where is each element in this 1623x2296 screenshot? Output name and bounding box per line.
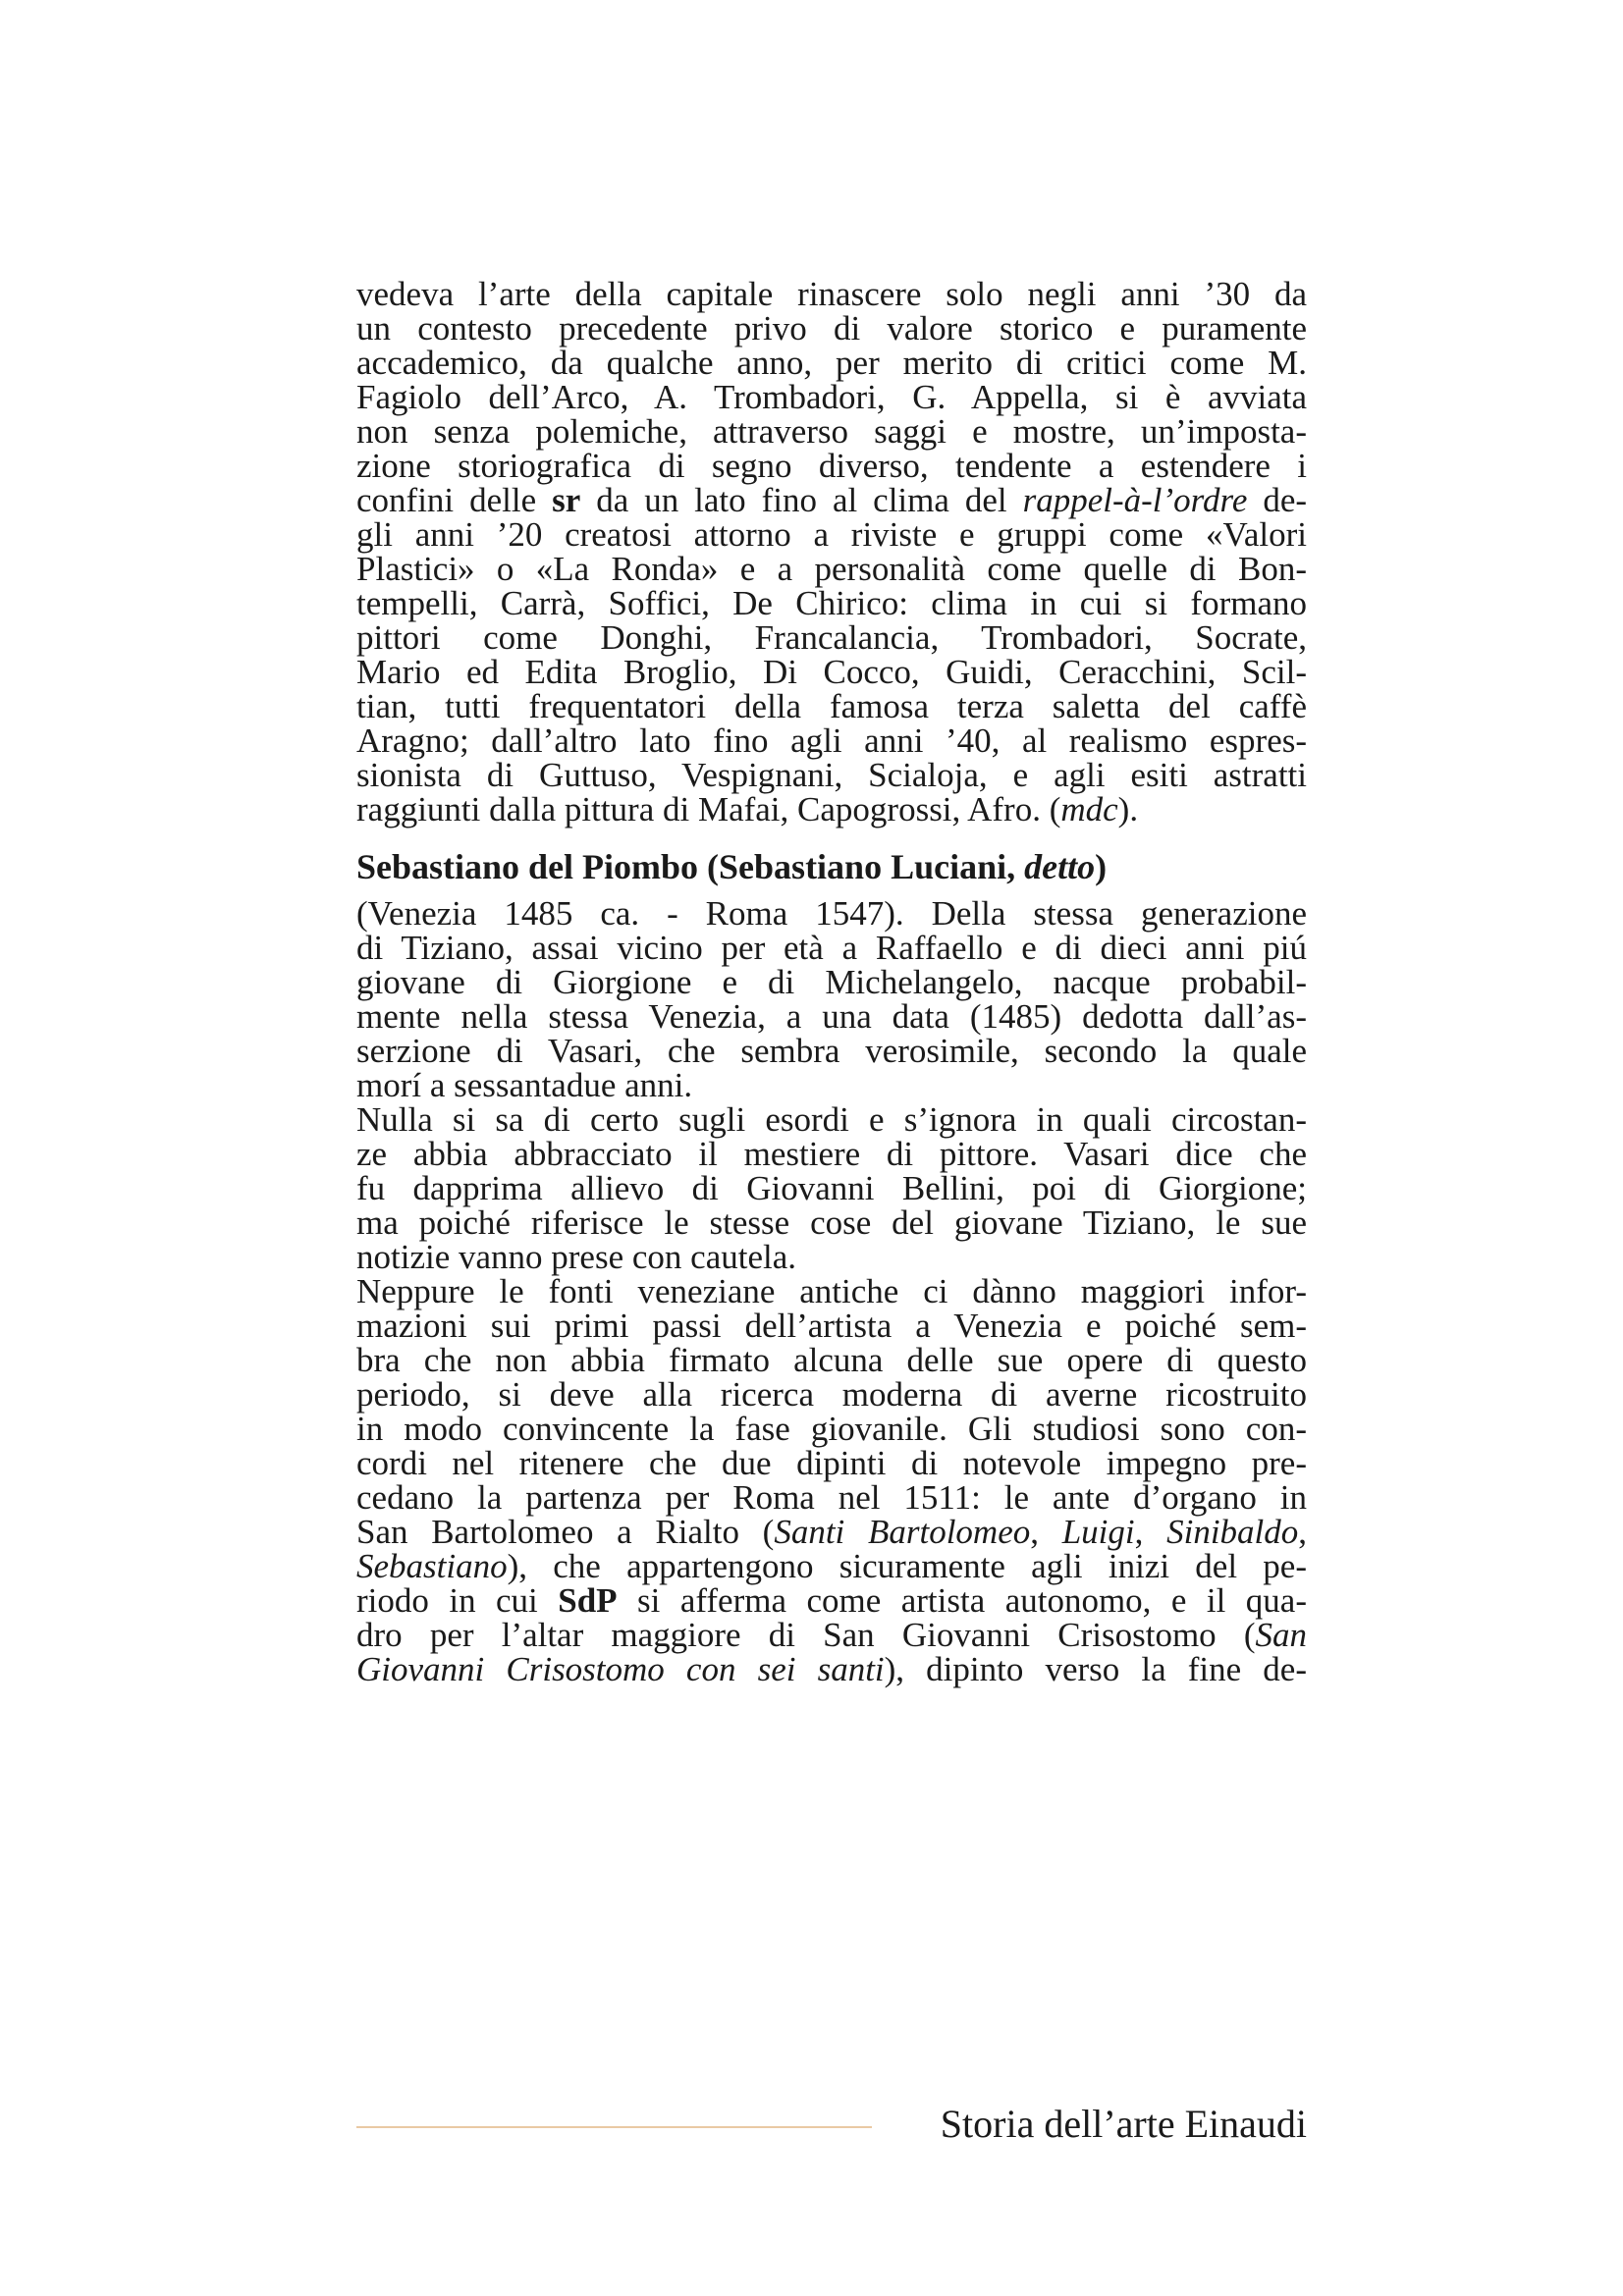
text-run: riodo in cui — [356, 1581, 559, 1620]
entry-paragraph-1 — [356, 896, 1307, 1102]
text-line — [356, 1549, 1307, 1583]
abbreviation-sdp: SdP — [558, 1581, 618, 1620]
text-line: mente nella stessa Venezia, a una data (1485) dedotta dall’as- — [356, 997, 1307, 1036]
text-line: ma poiché riferisce le stesse cose del giovane Tiziano, le sue — [356, 1203, 1307, 1242]
entry-paragraph-3 — [356, 1274, 1307, 1686]
text-line: cordi nel ritenere che due dipinti di notevole impegno pre- — [356, 1444, 1307, 1482]
text-line: Mario ed Edita Broglio, Di Cocco, Guidi, Ceracchini, Scil- — [356, 653, 1307, 691]
heading-text: Sebastiano del Piombo (Sebastiano Luciani, — [356, 847, 1025, 886]
text-line: di Tiziano, assai vicino per età a Raffaello e di dieci anni piú — [356, 929, 1307, 967]
text-run: ), che appartengono sicuramente agli inizi del pe- — [507, 1547, 1307, 1585]
text-line: non senza polemiche, attraverso saggi e mostre, un’imposta- — [356, 412, 1307, 451]
text-line: (Venezia 1485 ca. - Roma 1547). Della stessa generazione — [356, 894, 1307, 933]
text-line — [356, 1583, 1307, 1618]
footer-title: Storia dell’arte Einaudi — [940, 2102, 1307, 2146]
text-line: giovane di Giorgione e di Michelangelo, nacque probabil- — [356, 963, 1307, 1001]
text-line: sionista di Guttuso, Vespignani, Scialoja, e agli esiti astratti — [356, 756, 1307, 794]
work-title: Santi Bartolomeo — [774, 1513, 1031, 1551]
work-title: Giovanni Crisostomo con sei santi — [356, 1650, 885, 1688]
text-line: vedeva l’arte della capitale rinascere solo negli anni ’30 da — [356, 275, 1307, 313]
entry-paragraph-2 — [356, 1102, 1307, 1274]
text-run: dro per l’altar maggiore di San Giovanni Crisostomo ( — [356, 1616, 1256, 1654]
text-line: in modo convincente la fase giovanile. Gli studiosi sono con- — [356, 1410, 1307, 1448]
text-line — [356, 483, 1307, 517]
text-run: si afferma come artista autonomo, e il qua- — [617, 1581, 1307, 1620]
text-line: notizie vanno prese con cautela. — [356, 1238, 796, 1276]
work-title: Luigi — [1061, 1513, 1135, 1551]
text-line — [356, 1515, 1307, 1549]
work-title: Sebastiano — [356, 1547, 508, 1585]
heading-italic: detto — [1024, 847, 1096, 886]
text-line — [356, 1652, 1307, 1686]
footer-rule — [356, 2126, 872, 2128]
text-line: pittori come Donghi, Francalancia, Trombadori, Socrate, — [356, 618, 1307, 657]
text-line: Aragno; dall’altro lato fino agli anni ’40, al realismo espres- — [356, 721, 1307, 760]
text-line: Neppure le fonti veneziane antiche ci dànno maggiori infor- — [356, 1272, 1307, 1310]
text-run: , — [1298, 1513, 1308, 1551]
author-initials: mdc — [1060, 790, 1118, 828]
text-line: Plastici» o «La Ronda» e a personalità come quelle di Bon- — [356, 550, 1307, 588]
text-run: ), dipinto verso la fine de- — [884, 1650, 1307, 1688]
text-line: cedano la partenza per Roma nel 1511: le ante d’organo in — [356, 1478, 1307, 1517]
text-line: tian, tutti frequentatori della famosa terza saletta del caffè — [356, 687, 1307, 725]
text-line: Fagiolo dell’Arco, A. Trombadori, G. Appella, si è avviata — [356, 378, 1307, 416]
text-line: un contesto precedente privo di valore storico e puramente — [356, 309, 1307, 347]
text-line: periodo, si deve alla ricerca moderna di averne ricostruito — [356, 1375, 1307, 1414]
text-line: bra che non abbia firmato alcuna delle sue opere di questo — [356, 1341, 1307, 1379]
entry-heading — [356, 847, 1307, 886]
page-footer — [356, 2101, 1307, 2148]
heading-close: ) — [1095, 847, 1108, 886]
abbreviation-sr: sr — [552, 481, 581, 519]
text-line: Nulla si sa di certo sugli esordi e s’ignora in quali circostan- — [356, 1100, 1307, 1139]
text-run: raggiunti dalla pittura di Mafai, Capogrossi, Afro. ( — [356, 790, 1061, 828]
work-title: Sinibaldo — [1166, 1513, 1299, 1551]
text-run: ). — [1117, 790, 1139, 828]
text-run: da un lato fino al clima del — [580, 481, 1023, 519]
text-run: San Bartolomeo a Rialto ( — [356, 1513, 775, 1551]
italic-term: rappel-à-l’ordre — [1022, 481, 1248, 519]
page-body — [356, 277, 1307, 1686]
text-run: de- — [1247, 481, 1308, 519]
text-run: , — [1030, 1513, 1062, 1551]
text-line: ze abbia abbracciato il mestiere di pittore. Vasari dice che — [356, 1135, 1307, 1173]
text-line: morí a sessantadue anni. — [356, 1066, 693, 1104]
text-line — [356, 1618, 1307, 1652]
text-run: , — [1134, 1513, 1167, 1551]
text-line: tempelli, Carrà, Soffici, De Chirico: clima in cui si formano — [356, 584, 1307, 622]
text-line: zione storiografica di segno diverso, tendente a estendere i — [356, 447, 1307, 485]
work-title: San — [1255, 1616, 1307, 1654]
text-line: mazioni sui primi passi dell’artista a Venezia e poiché sem- — [356, 1307, 1307, 1345]
text-line: gli anni ’20 creatosi attorno a riviste e gruppi come «Valori — [356, 515, 1307, 554]
text-run: confini delle — [356, 481, 553, 519]
text-line: serzione di Vasari, che sembra verosimile, secondo la quale — [356, 1032, 1307, 1070]
intro-paragraph — [356, 277, 1307, 827]
text-line: accademico, da qualche anno, per merito di critici come M. — [356, 344, 1307, 382]
text-line — [356, 792, 1307, 827]
text-line: fu dapprima allievo di Giovanni Bellini, poi di Giorgione; — [356, 1169, 1307, 1207]
